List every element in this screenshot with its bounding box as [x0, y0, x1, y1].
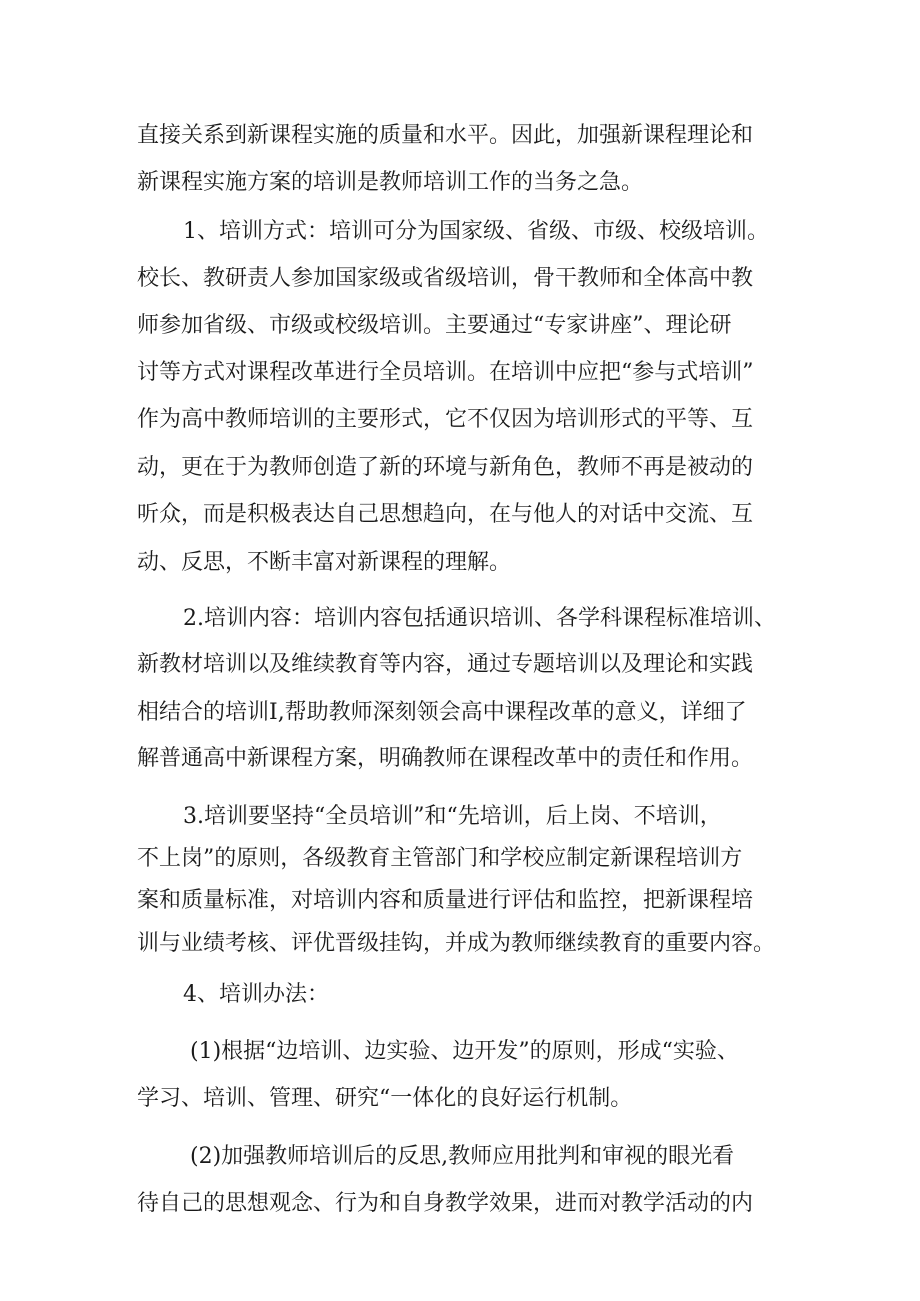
text-line: 听众，而是积极表达自己思想趋向，在与他人的对话中交流、互 — [137, 502, 754, 527]
text-line: 相结合的培训I,帮助教师深刻领会高中课程改革的意义，详细了 — [137, 700, 747, 725]
section-1-heading-line: 1、培训方式：培训可分为国家级、省级、市级、校级培训。 — [183, 219, 769, 244]
text-line: 动，更在于为教师创造了新的环境与新角色，教师不再是被动的 — [137, 455, 754, 480]
text-line: 解普通高中新课程方案，明确教师在课程改革中的责任和作用。 — [137, 746, 754, 771]
text-line: 作为高中教师培训的主要形式，它不仅因为培训形式的平等、互 — [137, 407, 754, 432]
section-2-heading-line: 2.培训内容：培训内容包括通识培训、各学科课程标准培训、 — [183, 606, 776, 631]
text-line: 直接关系到新课程实施的质量和水平。因此，加强新课程理论和 — [137, 123, 754, 148]
text-line: 不上岗”的原则，各级教育主管部门和学校应制定新课程培训方 — [137, 846, 743, 871]
text-line: 动、反思，不断丰富对新课程的理解。 — [137, 550, 512, 575]
text-line: 校长、教研责人参加国家级或省级培训，骨干教师和全体高中教 — [137, 266, 754, 291]
text-line: 训与业绩考核、评优晋级挂钩，并成为教师继续教育的重要内容。 — [137, 931, 776, 956]
text-line: 新教材培训以及维续教育等内容，通过专题培训以及理论和实践 — [137, 652, 754, 677]
text-line: 待自己的思想观念、行为和自身教学效果，进而对教学活动的内 — [137, 1191, 754, 1216]
item-1-first-line: (1)根据“边培训、边实验、边开发”的原则，形成“实验、 — [190, 1039, 739, 1064]
text-line: 学习、培训、管理、研究“一体化的良好运行机制。 — [137, 1086, 633, 1111]
text-line: 案和质量标准，对培训内容和质量进行评估和监控，把新课程培 — [137, 888, 754, 913]
item-2-first-line: (2)加强教师培训后的反思,教师应用批判和审视的眼光看 — [190, 1144, 735, 1169]
section-3-heading-line: 3.培训要坚持“全员培训”和“先培训，后上岗、不培训， — [183, 804, 722, 829]
text-line: 师参加省级、市级或校级培训。主要通过“专家讲座”、理论研 — [137, 313, 732, 338]
text-line: 新课程实施方案的培训是教师培训工作的当务之急。 — [137, 170, 644, 195]
text-line: 讨等方式对课程改革进行全员培训。在培训中应把“参与式培训” — [137, 360, 754, 385]
section-4-heading-line: 4、培训办法： — [183, 982, 329, 1007]
